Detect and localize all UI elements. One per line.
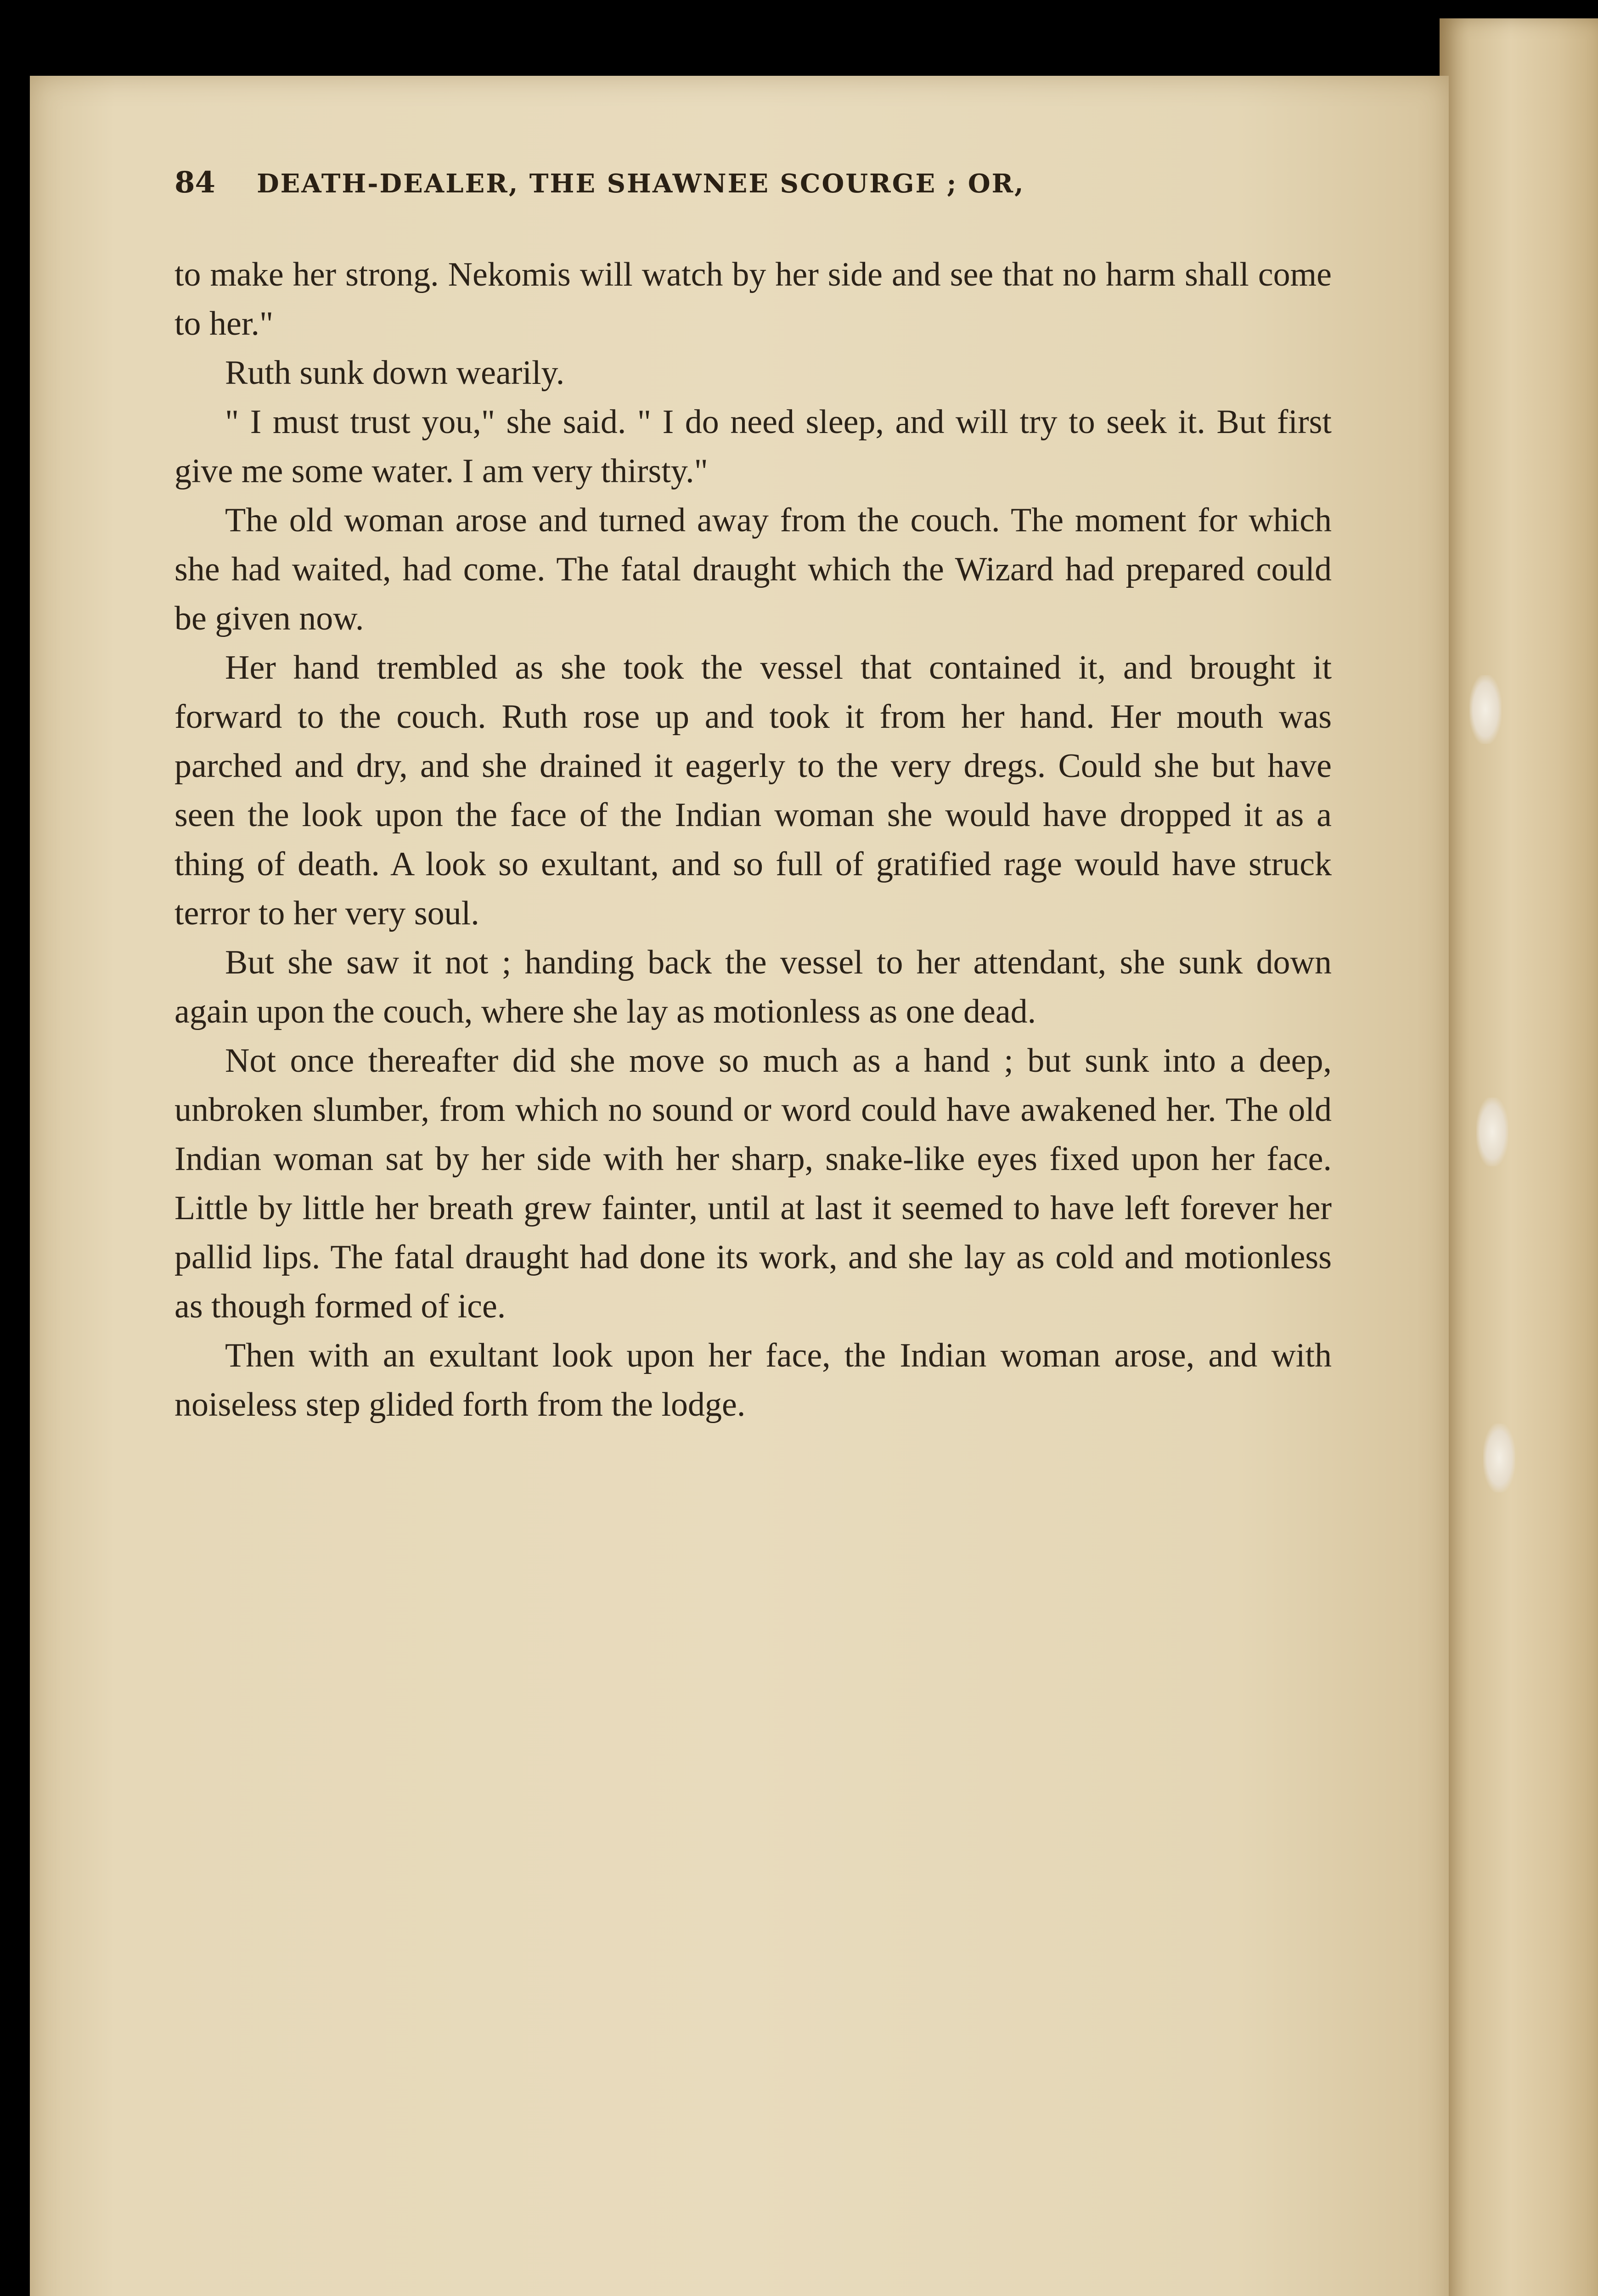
paragraph: Her hand trembled as she took the vessel that contained it, and brought it forward to the couch. Ruth rose up and took it from her hand. Her mouth was parched and dry, and she drained it eagerly to the very dregs. Could she but have seen the look upon the face of the Indian woman she would have dropped it as a thing of death. A look so exultant, and so full of gratified rage would have struck terror to her very soul. [174,649,1332,932]
paragraph: " I must trust you," she said. " I do need sleep, and will try to seek it. But first give me some water. I am very thirsty." [174,403,1332,490]
paragraph: But she saw it not ; handing back the vessel to her attendant, she sunk down again upon the couch, where she lay as motionless as one dead. [174,944,1332,1030]
paragraph: Ruth sunk down wearily. [225,354,565,392]
paragraph: Not once thereafter did she move so much as a hand ; but sunk into a deep, unbroken slumber, from which no sound or word could have awakened her. The old Indian woman sat by her side with her sharp, snake-like eyes fixed upon her face. Little by little her breath grew fainter, until at last it seemed to have left forever her pallid lips. The fatal draught had done its work, and she lay as cold and motionless as though formed of ice. [174,1042,1332,1325]
paragraph: The old woman arose and turned away from the couch. The moment for which she had waited, had come. The fatal draught which the Wizard had prepared could be given now. [174,501,1332,637]
binding-stitch [1469,675,1502,744]
paragraph: to make her strong. Nekomis will watch by her side and see that no harm shall come to her." [174,256,1332,343]
facing-page-edge [1440,18,1598,2296]
paragraph: Then with an exultant look upon her face, the Indian woman arose, and with noiseless step glided forth from the lodge. [174,1337,1332,1424]
binding-stitch [1476,1097,1508,1166]
running-head: DEATH-DEALER, THE SHAWNEE SCOURGE ; OR, [257,169,1025,199]
page-header [174,165,1332,200]
binding-stitch [1483,1424,1515,1492]
body-text [174,250,1332,1429]
page-number: 84 [174,165,216,200]
